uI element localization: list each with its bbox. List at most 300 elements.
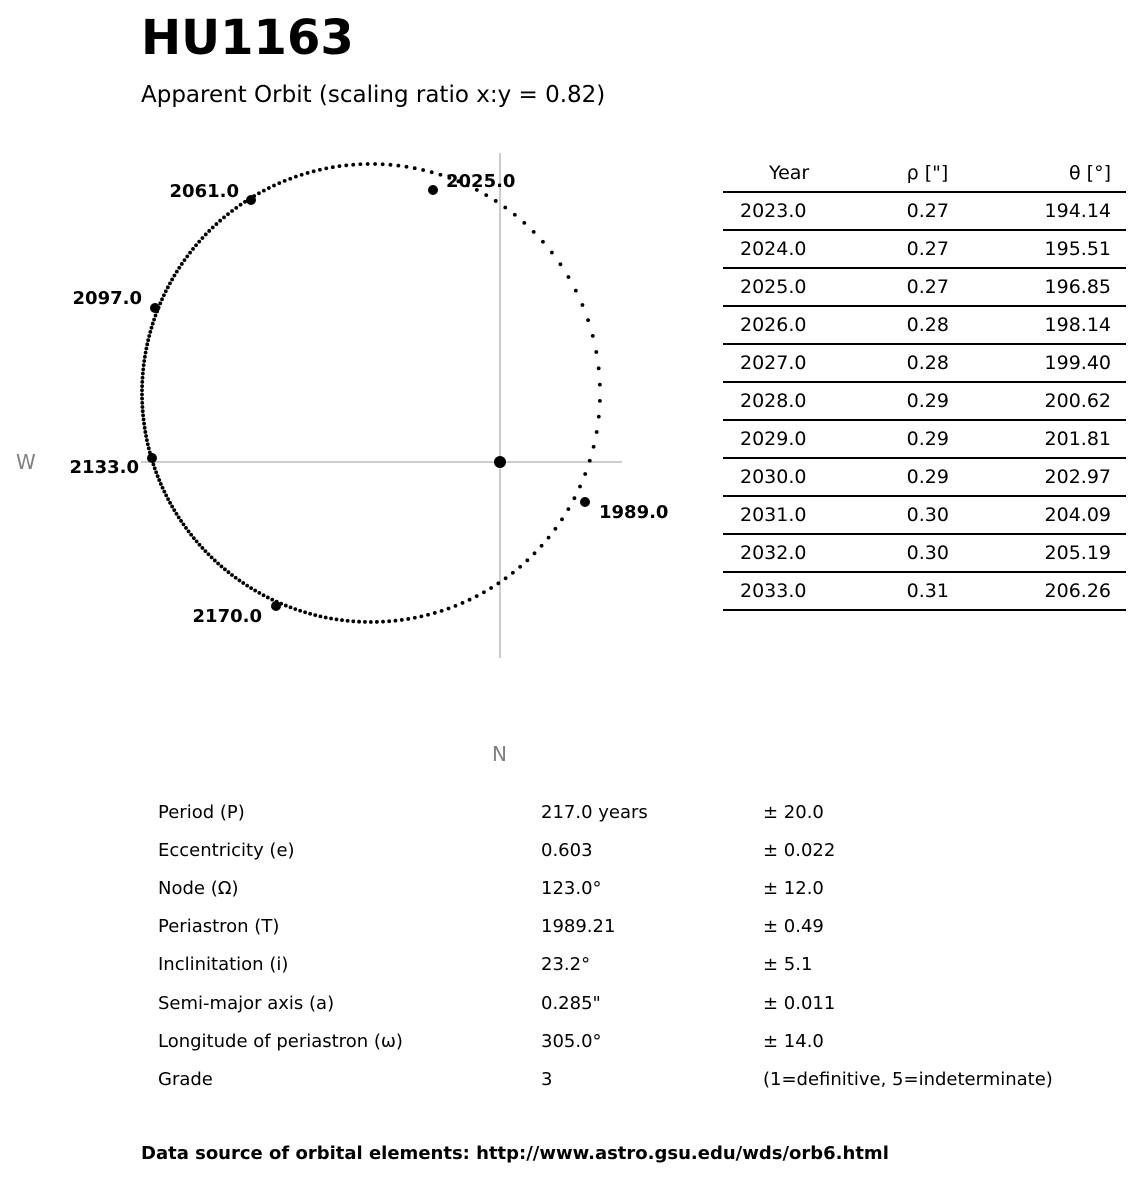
orbit-dot <box>213 559 217 563</box>
orbit-dot <box>142 363 146 367</box>
orbit-dot <box>142 359 146 363</box>
orbit-dot <box>598 399 602 403</box>
orbit-dot <box>494 199 498 203</box>
orbit-dot <box>351 619 355 623</box>
orbit-dot <box>525 558 529 562</box>
orbit-dot <box>168 281 172 285</box>
orbit-dot <box>312 169 316 173</box>
epoch-point <box>580 497 590 507</box>
orbit-dot <box>597 415 601 419</box>
element-name: Longitude of periastron (ω) <box>158 1030 403 1052</box>
orbit-dot <box>284 604 288 608</box>
orbit-dot <box>153 466 157 470</box>
theta-cell: 202.97 <box>1000 458 1126 496</box>
orbit-dot <box>540 544 544 548</box>
epoch-point <box>147 453 157 463</box>
orbit-dot <box>426 613 430 617</box>
orbit-dot <box>179 519 183 523</box>
orbit-dot <box>220 565 224 569</box>
orbit-dot <box>440 609 444 613</box>
orbit-dot <box>257 591 261 595</box>
element-value: 1989.21 <box>541 916 616 938</box>
orbit-dot <box>170 278 174 282</box>
orbit-dot <box>164 289 168 293</box>
orbit-dot <box>144 434 148 438</box>
year-cell: 2026.0 <box>723 306 857 344</box>
orbit-dot <box>406 617 410 621</box>
epoch-label: 2061.0 <box>169 181 239 202</box>
orbit-dot <box>396 164 400 168</box>
orbit-dot <box>533 551 537 555</box>
element-name: Semi-major axis (a) <box>158 992 335 1014</box>
orbit-dot <box>324 167 328 171</box>
theta-cell: 206.26 <box>1000 572 1126 610</box>
orbit-dot <box>586 318 590 322</box>
primary-star <box>494 456 506 468</box>
theta-cell: 199.40 <box>1000 344 1126 382</box>
element-value: 217.0 years <box>541 801 648 823</box>
orbit-dot <box>140 397 144 401</box>
orbit-dot <box>230 573 234 577</box>
element-row <box>158 1060 1118 1098</box>
orbit-dot <box>518 565 522 569</box>
orbit-dot <box>588 459 592 463</box>
orbit-dot <box>177 266 181 270</box>
orbit-dot <box>204 233 208 237</box>
orbit-dot <box>272 184 276 188</box>
orbit-dot <box>381 162 385 166</box>
epoch-label: 2170.0 <box>192 606 262 627</box>
orbit-dot <box>183 258 187 262</box>
theta-header: θ [°] <box>1000 155 1126 192</box>
element-name: Inclinitation (i) <box>158 954 289 976</box>
orbit-dot <box>158 301 162 305</box>
orbit-dot <box>597 366 601 370</box>
orbit-dot <box>283 179 287 183</box>
table-row <box>723 192 1126 230</box>
rho-cell: 0.30 <box>857 534 1000 572</box>
orbit-dot <box>222 216 226 220</box>
orbit-dot <box>262 189 266 193</box>
orbit-dot <box>177 515 181 519</box>
orbit-dot <box>331 165 335 169</box>
orbit-dot <box>357 620 361 624</box>
orbit-dot <box>207 229 211 233</box>
orbit-chart <box>0 0 720 780</box>
orbit-dot <box>489 586 493 590</box>
orbit-dot <box>308 612 312 616</box>
orbit-dot <box>298 609 302 613</box>
orbit-path <box>140 162 602 624</box>
orbit-dot <box>387 619 391 623</box>
orbit-dot <box>294 175 298 179</box>
table-row <box>723 534 1126 572</box>
orbit-dot <box>161 486 165 490</box>
orbit-dot <box>218 219 222 223</box>
epoch-point <box>271 601 281 611</box>
orbit-dot <box>147 334 151 338</box>
orbit-dot <box>210 555 214 559</box>
rho-cell: 0.29 <box>857 458 1000 496</box>
orbit-dot <box>172 508 176 512</box>
orbit-dot <box>241 581 245 585</box>
orbit-dot <box>541 240 545 244</box>
orbit-dot <box>375 620 379 624</box>
element-error: ± 12.0 <box>763 877 824 899</box>
element-name: Grade <box>158 1068 213 1090</box>
orbit-dot <box>547 536 551 540</box>
orbit-dot <box>230 209 234 213</box>
orbit-dot <box>559 262 563 266</box>
element-row <box>158 869 1118 907</box>
rho-header: ρ ["] <box>857 155 1000 192</box>
element-error: ± 0.011 <box>763 992 836 1014</box>
orbit-dot <box>567 275 571 279</box>
element-value: 23.2° <box>541 954 591 976</box>
ephemeris-header-row <box>723 155 1126 192</box>
orbit-dot <box>143 426 147 430</box>
chart-subtitle: Apparent Orbit (scaling ratio x:y = 0.82) <box>141 82 606 108</box>
orbit-dot <box>197 240 201 244</box>
ephemeris-table <box>723 155 1126 611</box>
orbit-dot <box>227 570 231 574</box>
epoch-point <box>246 195 256 205</box>
table-row <box>723 496 1126 534</box>
orbit-dot <box>141 372 145 376</box>
orbit-dot <box>143 430 147 434</box>
page-title: HU1163 <box>141 10 354 66</box>
orbit-dot <box>504 576 508 580</box>
orbit-dot <box>430 170 434 174</box>
orbit-dot <box>413 616 417 620</box>
orbit-dot <box>591 334 595 338</box>
year-cell: 2025.0 <box>723 268 857 306</box>
orbit-dot <box>373 162 377 166</box>
element-name: Eccentricity (e) <box>158 839 295 861</box>
orbit-dot <box>400 618 404 622</box>
orbit-dot <box>513 213 517 217</box>
epoch-label: 2133.0 <box>69 457 139 478</box>
year-cell: 2029.0 <box>723 420 857 458</box>
year-cell: 2027.0 <box>723 344 857 382</box>
orbit-dot <box>369 620 373 624</box>
orbit-dot <box>143 355 147 359</box>
orbit-dot <box>335 617 339 621</box>
epoch-label: 1989.0 <box>599 502 669 523</box>
orbit-dot <box>140 380 144 384</box>
orbit-dot <box>141 376 145 380</box>
element-name: Periastron (T) <box>158 916 280 938</box>
element-row <box>158 908 1118 946</box>
orbit-dot <box>166 497 170 501</box>
year-cell: 2024.0 <box>723 230 857 268</box>
west-label: W <box>16 450 36 474</box>
orbit-dot <box>173 274 177 278</box>
orbit-dot <box>346 619 350 623</box>
year-cell: 2032.0 <box>723 534 857 572</box>
orbit-dot <box>194 243 198 247</box>
table-row <box>723 306 1126 344</box>
orbit-dot <box>329 617 333 621</box>
orbit-dot <box>146 338 150 342</box>
element-row <box>158 831 1118 869</box>
orbit-dot <box>159 482 163 486</box>
rho-cell: 0.28 <box>857 344 1000 382</box>
orbit-dot <box>145 342 149 346</box>
orbit-dot <box>175 512 179 516</box>
orbit-dot <box>140 401 144 405</box>
orbit-dot <box>182 523 186 527</box>
orbit-dot <box>566 507 570 511</box>
theta-cell: 204.09 <box>1000 496 1126 534</box>
rho-cell: 0.30 <box>857 496 1000 534</box>
orbit-dot <box>266 596 270 600</box>
orbit-dot <box>573 496 577 500</box>
orbit-dot <box>583 472 587 476</box>
orbit-dot <box>141 405 145 409</box>
orbit-dot <box>152 462 156 466</box>
year-header: Year <box>723 155 857 192</box>
orbit-dot <box>532 230 536 234</box>
element-value: 305.0° <box>541 1030 602 1052</box>
year-cell: 2028.0 <box>723 382 857 420</box>
table-row <box>723 572 1126 610</box>
element-error: ± 20.0 <box>763 801 824 823</box>
orbit-dot <box>141 413 145 417</box>
orbit-dot <box>141 367 145 371</box>
orbit-dot <box>168 501 172 505</box>
orbit-dot <box>226 212 230 216</box>
north-label: N <box>492 742 507 766</box>
orbit-dot <box>142 418 146 422</box>
orbit-dot <box>484 193 488 197</box>
orbit-dot <box>189 533 193 537</box>
orbit-dot <box>166 285 170 289</box>
rho-cell: 0.27 <box>857 230 1000 268</box>
element-name: Period (P) <box>158 801 245 823</box>
orbit-dot <box>324 616 328 620</box>
element-error: ± 14.0 <box>763 1030 824 1052</box>
orbit-dot <box>574 289 578 293</box>
orbit-dot <box>207 552 211 556</box>
orbit-dot <box>306 171 310 175</box>
element-name: Node (Ω) <box>158 877 239 899</box>
rho-cell: 0.27 <box>857 192 1000 230</box>
orbit-dot <box>578 485 582 489</box>
orbit-dot <box>175 270 179 274</box>
orbit-dot <box>144 351 148 355</box>
orbit-dot <box>198 543 202 547</box>
orbit-dot <box>257 191 261 195</box>
orbit-dot <box>180 262 184 266</box>
orbit-dot <box>454 604 458 608</box>
orbit-dot <box>439 173 443 177</box>
orbit-dot <box>598 383 602 387</box>
orbit-dot <box>560 517 564 521</box>
orbit-dot <box>581 303 585 307</box>
orbit-dot <box>313 613 317 617</box>
orbit-dot <box>214 222 218 226</box>
orbit-dot <box>223 567 227 571</box>
epoch-label: 2097.0 <box>72 288 142 309</box>
element-value: 123.0° <box>541 877 602 899</box>
orbit-dot <box>394 619 398 623</box>
epoch-points <box>70 171 669 627</box>
orbit-dot <box>238 579 242 583</box>
orbit-dot <box>170 505 174 509</box>
element-error: (1=definitive, 5=indeterminate) <box>763 1068 1053 1090</box>
element-error: ± 0.49 <box>763 916 824 938</box>
element-row <box>158 1022 1118 1060</box>
orbit-dot <box>447 607 451 611</box>
orbit-dot <box>366 162 370 166</box>
orbit-dot <box>421 168 425 172</box>
orbit-dot <box>351 163 355 167</box>
epoch-point <box>428 185 438 195</box>
element-error: ± 5.1 <box>763 954 813 976</box>
orbit-dot <box>157 478 161 482</box>
orbit-dot <box>461 601 465 605</box>
orbit-dot <box>154 314 158 318</box>
orbit-dot <box>249 586 253 590</box>
rho-cell: 0.29 <box>857 420 1000 458</box>
orbit-dot <box>303 610 307 614</box>
element-value: 0.603 <box>541 839 593 861</box>
orbit-dot <box>496 581 500 585</box>
epoch-label: 2025.0 <box>446 171 516 192</box>
orbit-dot <box>389 163 393 167</box>
orbit-dot <box>148 330 152 334</box>
orbit-dot <box>154 470 158 474</box>
orbit-dot <box>203 549 207 553</box>
orbit-dot <box>140 393 144 397</box>
orbit-dot <box>195 540 199 544</box>
orbit-dot <box>277 181 281 185</box>
orbit-dot <box>270 598 274 602</box>
table-row <box>723 420 1126 458</box>
orbit-dot <box>592 445 596 449</box>
orbit-dot <box>187 529 191 533</box>
orbit-dot <box>239 203 243 207</box>
orbit-dot <box>216 562 220 566</box>
year-cell: 2033.0 <box>723 572 857 610</box>
theta-cell: 205.19 <box>1000 534 1126 572</box>
orbit-dot <box>550 251 554 255</box>
orbit-dot <box>475 594 479 598</box>
orbit-dot <box>234 576 238 580</box>
rho-cell: 0.29 <box>857 382 1000 420</box>
orbit-dot <box>262 593 266 597</box>
orbit-dot <box>140 384 144 388</box>
orbit-dot <box>381 620 385 624</box>
orbit-dot <box>318 168 322 172</box>
table-row <box>723 268 1126 306</box>
orbit-dot <box>191 247 195 251</box>
orbit-dot <box>201 236 205 240</box>
orbit-dot <box>156 474 160 478</box>
orbit-dot <box>144 347 148 351</box>
orbit-dot <box>293 607 297 611</box>
element-row <box>158 946 1118 984</box>
element-row <box>158 984 1118 1022</box>
year-cell: 2031.0 <box>723 496 857 534</box>
element-value: 0.285" <box>541 992 601 1014</box>
orbit-dot <box>413 166 417 170</box>
orbit-dot <box>267 186 271 190</box>
orbit-dot <box>319 614 323 618</box>
orbit-dot <box>160 297 164 301</box>
element-row <box>158 793 1118 831</box>
orbit-dot <box>358 162 362 166</box>
orbit-dot <box>140 388 144 392</box>
orbit-dot <box>162 490 166 494</box>
orbit-dot <box>419 614 423 618</box>
table-row <box>723 458 1126 496</box>
orbit-dot <box>147 446 151 450</box>
orbit-dot <box>340 618 344 622</box>
orbit-dot <box>511 571 515 575</box>
rho-cell: 0.28 <box>857 306 1000 344</box>
orbit-dot <box>553 527 557 531</box>
orbit-dot <box>482 590 486 594</box>
orbit-dot <box>145 438 149 442</box>
theta-cell: 196.85 <box>1000 268 1126 306</box>
data-source-note: Data source of orbital elements: http://www.astro.gsu.edu/wds/orb6.html <box>141 1143 889 1164</box>
orbit-dot <box>468 598 472 602</box>
element-error: ± 0.022 <box>763 839 836 861</box>
orbit-dot <box>188 251 192 255</box>
orbit-dot <box>594 350 598 354</box>
epoch-point <box>150 303 160 313</box>
year-cell: 2030.0 <box>723 458 857 496</box>
orbit-dot <box>151 322 155 326</box>
orbit-dot <box>245 584 249 588</box>
table-row <box>723 382 1126 420</box>
orbit-dot <box>150 326 154 330</box>
orbit-dot <box>184 526 188 530</box>
element-value: 3 <box>541 1068 553 1090</box>
year-cell: 2023.0 <box>723 192 857 230</box>
orbit-dot <box>146 442 150 446</box>
orbital-elements <box>158 793 1118 1099</box>
orbit-dot <box>289 605 293 609</box>
orbit-dot <box>192 536 196 540</box>
orbit-dot <box>211 226 215 230</box>
orbit-dot <box>433 611 437 615</box>
orbit-dot <box>522 221 526 225</box>
orbit-dot <box>300 173 304 177</box>
theta-cell: 198.14 <box>1000 306 1126 344</box>
orbit-dot <box>141 409 145 413</box>
orbit-dot <box>503 206 507 210</box>
orbit-dot <box>185 254 189 258</box>
orbit-dot <box>142 422 146 426</box>
orbit-dot <box>595 430 599 434</box>
orbit-dot <box>162 293 166 297</box>
orbit-dot <box>288 177 292 181</box>
orbit-dot <box>234 206 238 210</box>
orbit-dot <box>344 163 348 167</box>
table-row <box>723 230 1126 268</box>
orbit-dot <box>338 164 342 168</box>
orbit-dot <box>152 318 156 322</box>
orbit-dot <box>164 493 168 497</box>
orbit-dot <box>405 165 409 169</box>
theta-cell: 200.62 <box>1000 382 1126 420</box>
table-row <box>723 344 1126 382</box>
theta-cell: 201.81 <box>1000 420 1126 458</box>
theta-cell: 194.14 <box>1000 192 1126 230</box>
